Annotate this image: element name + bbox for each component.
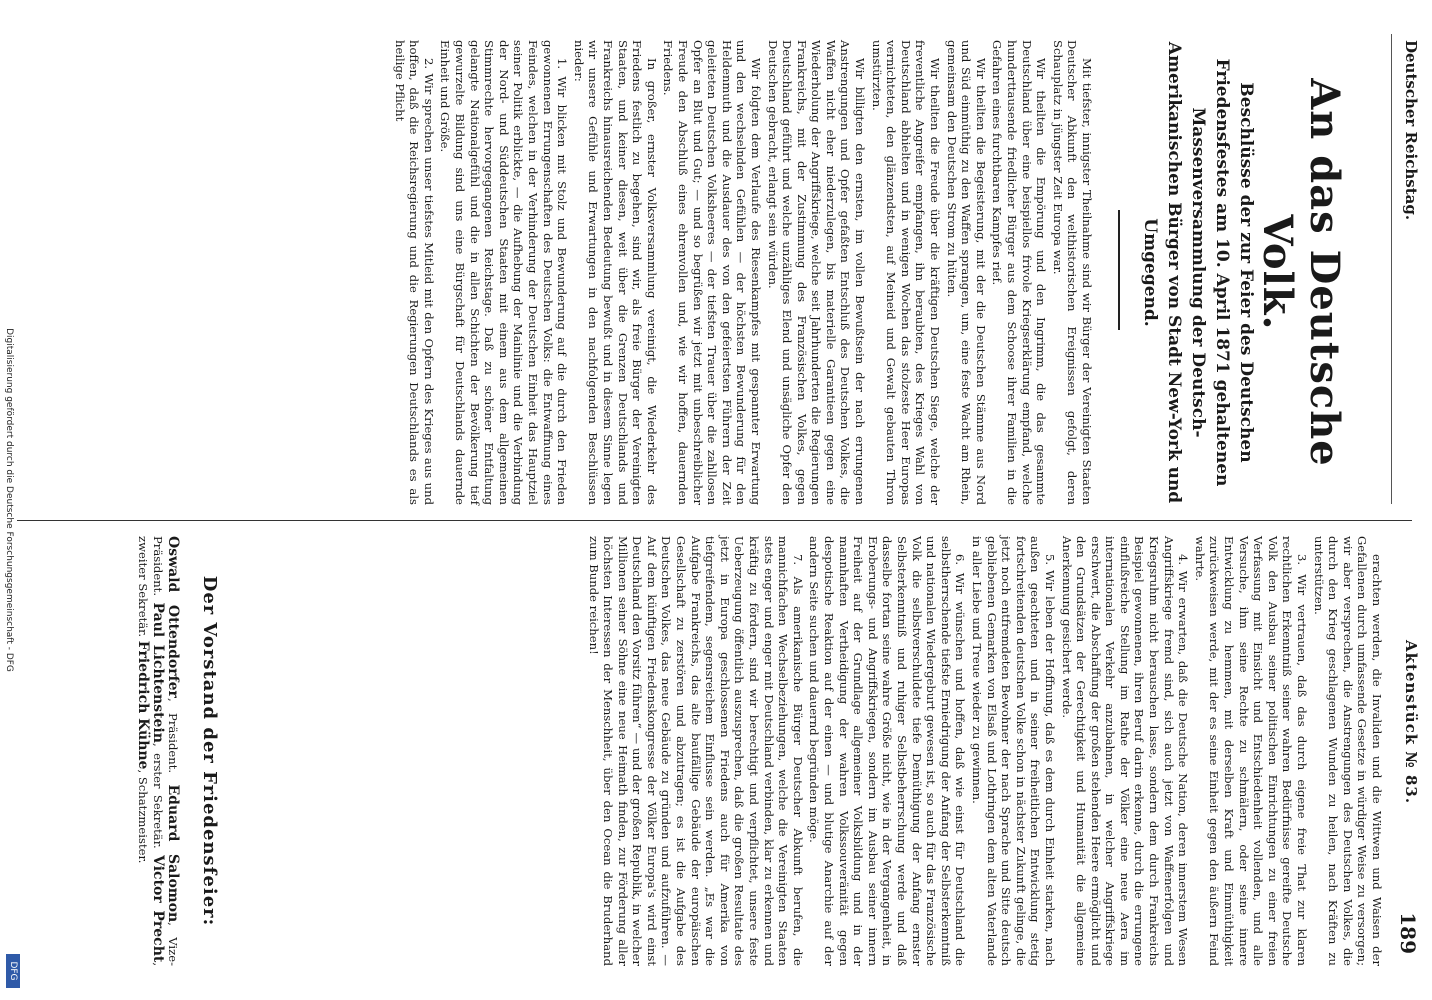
header-left: Deutscher Reichstag.	[1402, 40, 1420, 221]
page-number: 189	[1396, 912, 1420, 954]
signatory-role: Präsident.	[166, 713, 180, 774]
signatory-role: Vize-Präsident.	[151, 536, 180, 967]
paragraph: 4. Wir erwarten, daß die Deutsche Nation, deren innerstem Wesen Angriffskriege fremd sind, sich auch jetzt von Waffenerfolgen und Kriegsruhm nicht berauschen lasse, sondern dem durch Frankreichs Beispiel gewonnenen, ihren Beruf darin erkenne, durch die errungene einflußreiche Stellung im Rathe der Völker eine neue Aera im internationalen Verkehr anzubahnen, in welcher Angriffskriege erschwert, die Abschaffung der großen stehenden Heere ermöglicht und den Grundsätzen der Gerechtigkeit und Humanität die allgemeine Anerkennung gesichert werde.	[1059, 536, 1191, 966]
page-title: An das Deutsche Volk.	[1254, 78, 1348, 467]
title-rule	[1118, 210, 1120, 330]
paragraph: Wir theilten die Begeisterung, mit der die Deutschen Stämme aus Nord und Süd einmüthig zu den Waffen sprangen, um, eine feste Wacht am Rhein, gemeinsam den Deutschen Strom zu hüten.	[944, 40, 988, 505]
paragraph: 3. Wir vertrauen, daß das durch eigene freie That zur klaren rechtlichen Erkenntniß seiner wahren Bedürfnisse gereifte Deutsche Volk den Ausbau seiner politischen Einrichtungen zu einer freien Verfassung mit Einsicht und Entschiedenheit vollenden, und alle Versuche, ihm seine Rechte zu schmälern, oder seine innere Entwicklung zu hemmen, mit derselben Kraft und Einmüthigkeit zurückweisen werde, mit der es seine Einheit gegen den äußern Feind wahrte.	[1192, 536, 1310, 966]
signatory-name: Eduard Salomon	[165, 784, 181, 923]
signatory-role: Schatzmeister.	[136, 776, 150, 864]
header-center: Aktenstück № 83.	[1402, 640, 1420, 805]
paragraph: In großer, ernster Volksversammlung vereinigt, die Wiederkehr des Friedens festlich zu begehen, sind wir, als freie Bürger der Vereinigten Staaten, und keiner diesen, weit über die Grenzen Deutschlands und Frankreichs hinausreichenden Bedeutung bewußt und in diesem Sinne legen wir unsere Gefühle und Erwartungen in den nachfolgenden Beschlüssen nieder:	[571, 40, 659, 505]
signatory-name: Oswald Ottendorfer	[165, 536, 181, 698]
signatory-name: Paul Lichtenstein	[150, 602, 166, 743]
right-column	[584, 536, 1384, 966]
header-rule	[1391, 34, 1392, 504]
signatory-name: Friedrich Kühne	[135, 640, 151, 770]
footer-text: Digitalisierung gefördert durch die Deutsche Forschungsgemeinschaft - DFG	[4, 328, 14, 672]
dfg-logo: DFG	[6, 954, 20, 988]
paragraph: Mit tiefster, innigster Theilnahme sind wir Bürger der Vereinigten Staaten Deutscher Abkunft den welthistorischen Ereignissen gefolgt, deren Schauplatz in jüngster Zeit Europa war.	[1050, 40, 1094, 505]
signatory-role: zweiter Sekretär.	[136, 536, 150, 638]
paragraph: 1. Wir blicken mit Stolz und Bewunderung auf die durch den Frieden gewonnenen Errungenschaften des Deutschen Volks: die Entwaffnung eines Feindes, welchen in der Verhinderung der Deutschen Einheit das Hauptziel seiner Politik erblickte, — die Aufhebung der Mainlinie und die Verbindung der Nord- und Süddeutschen Staaten mit einem aus dem allgemeinen Stimmrechte hervorgegangenen Reichstage. Daß zu schöner Entfaltung gelangte Nationalgefühl und die in allen Schichten der Bevölkerung tief gewurzelte Bildung sind uns eine Bürgschaft für Deutschlands dauernde Einheit und Größe.	[438, 40, 570, 505]
paragraph: Wir folgten dem Verlaufe des Riesenkampfes mit gespannter Erwartung und den wechselnden Gefühlen — der höchsten Bewunderung für den Heldenmuth und die Ausdauer des von den gefeiertsten Führern der Zeit geleiteten Deutschen Volksheeres — der tiefsten Trauer über die zahllosen Opfer an Blut und Gut; — und so begrüßen wir jetzt mit unbeschreiblicher Freude den Abschluß eines ehrenvollen und, wie wir hoffen, dauernden Friedens.	[661, 40, 763, 505]
paragraph: 2. Wir sprechen unser tiefstes Mitleid mit den Opfern des Krieges aus und hoffen, daß die Reichsregierung und die Regierungen Deutschlands es als heilige Pflicht	[392, 40, 436, 505]
paragraph: 5. Wir leben der Hoffnung, daß es dem durch Einheit starken, nach außen geachteten und in seiner freiheitlichen Entwicklung stetig fortschreitenden deutschen Volke schon in nächster Zukunft gelinge, die jetzt noch entfremdeten Bewohner der nach Sprache und Sitte deutsch gebliebenen Gemarken von Elsaß und Lothringen dem alten Vaterlande in aller Liebe und Treue wieder zu gewinnen.	[969, 536, 1057, 966]
signature-heading: Der Vorstand der Friedensfeier:	[199, 575, 220, 927]
paragraph: 7. Als amerikanische Bürger Deutscher Abkunft berufen, die mannichfachen Wechselbeziehungen, welche die Vereinigten Staaten stets enger und enger mit Deutschland verbinden, klar zu erkennen und kräftig zu fördern, sind wir berechtigt und verpflichtet, unsere feste Ueberzeugung öffentlich auszusprechen, daß die großen Resultate des jetzt in Europa geschlossenen Friedens auch für Amerika von tiefgreifendem, segensreichem Einflusse sein werden. „Es war die Aufgabe Frankreichs, das alte baufällige Gebäude der europäischen Gesellschaft zu zerstören und abzutragen; es ist die Aufgabe des Deutschen Volkes, das neue Gebäude zu gründen und aufzuführen. — Auf dem künftigen Friedenskongresse der Völker Europa's wird einst Deutschland den Vorsitz führen“ — und der großen Republik, in welcher Millionen seiner Söhne eine neue Heimath finden, zur Förderung aller höchsten Interessen der Menschheit, über den Ocean die Bruderhand zum Bunde reichen!	[586, 536, 805, 966]
signatory-name: Victor Precht	[150, 855, 166, 963]
left-column	[390, 40, 1094, 505]
paragraph: 6. Wir wünschen und hoffen, daß wie einst für Deutschland die selbstherrschende tiefste Erniedrigung der Anfang der Selbsterkenntniß und nationalen Wiedergeburt gewesen ist, so auch für das Französische Volk die selbstverschuldete tiefe Demüthigung der Anfang ernster Selbsterkenntniß und ruhiger Selbstbeherrschung werde und daß dasselbe fortan seine wahre Größe nicht, wie in der Vergangenheit, in Eroberungs- und Angriffskriegen, sondern im Ausbau seiner innern Freiheit auf der Grundlage allgemeiner Volksbildung und in der mannhaften Vertheidigung der wahren Volkssouveränität gegen despotische Reaktion auf der einen — und blutige Anarchie auf der andern Seite suchen und dauernd begründen möge.	[807, 536, 968, 966]
page-subtitle: Beschlüsse der zur Feier des Deutschen Friedensfestes am 10. April 1871 gehaltenen Massenversammlung der Deutsch-Amerikanischen Bürger von Stadt New-York und Umgegend.	[1140, 41, 1256, 504]
signatory-role: erster Sekretär.	[151, 753, 165, 849]
paragraph: Wir theilten die Freude über die kräftigen Deutschen Siege, welche der freventliche Angreifer empfangen, ihn beraubten, des Krieges Wahl von Deutschland abhielten und in wenigen Wochen das stolzeste Heer Europas vernichteten, den glänzendsten, auf Meineid und Gewalt gebauten Thron umstürzten.	[869, 40, 943, 505]
signature-block: Oswald Ottendorfer, Präsident. Eduard Salomon, Vize-Präsident. Paul Lichtenstein, erster Sekretär. Victor Precht, zweiter Sekretär. Friedrich Kühne, Schatzmeister.	[135, 536, 181, 967]
paragraph: erachten werden, die Invaliden und die Wittwen und Waisen der Gefallenen durch umfassende Gesetze in würdiger Weise zu versorgen; wir aber versprechen, die Anstrengungen des Deutschen Volkes, die durch den Krieg geschlagenen Wunden zu heilen, nach Kräften zu unterstützen.	[1311, 536, 1384, 966]
paragraph: Wir theilten die Empörung und den Ingrimm, die das gesammte Deutschland über eine beispiellos frivole Kriegserklärung empfand, welche hunderttausende friedlicher Bürger aus dem Schoose ihrer Familien in die Gefahren eines furchtbaren Kampfes rief.	[990, 40, 1049, 505]
paragraph: Wir billigten den ernsten, im vollen Bewußtsein der nach errungenen Anstrengungen und Opfer gefaßten Entschluß des Deutschen Volkes, die Waffen nicht eher niederzulegen, bis materielle Garantieen gegen eine Wiederholung der Angriffskriege, welche seit Jahrhunderten die Regierungen Frankreichs, mit der Zustimmung des Französischen Volkes, gegen Deutschland geführt und welche unzähliges Elend und unsägliche Opfer den Deutschen gebracht, erlangt sein würden.	[765, 40, 868, 505]
column-divider	[17, 520, 1412, 521]
